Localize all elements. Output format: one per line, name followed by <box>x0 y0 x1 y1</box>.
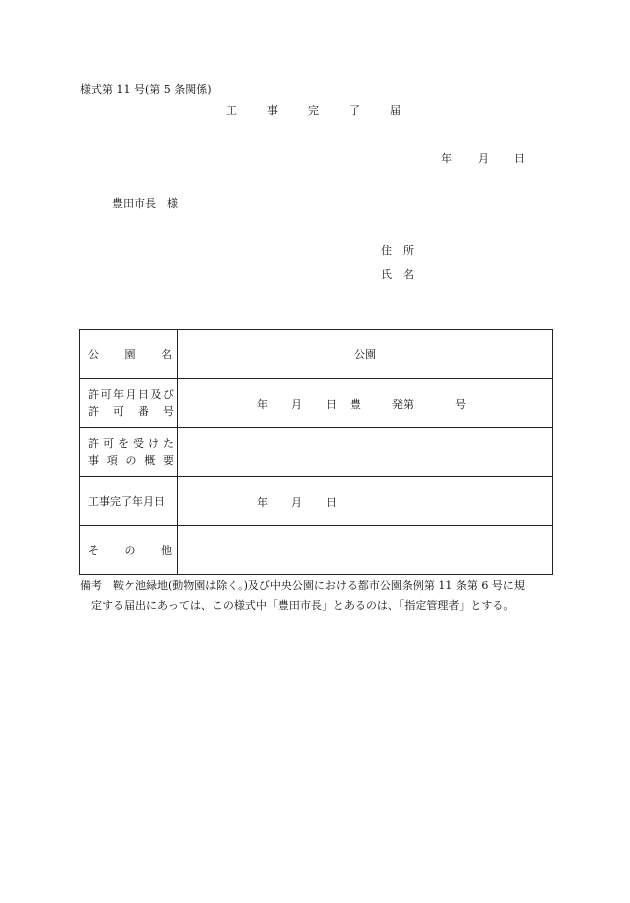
label-char: 許 <box>88 405 99 418</box>
remarks-line-1: 備考 鞍ケ池緑地(動物園は除く。)及び中央公園における都市公園条例第 11 条第 6 号に規 <box>80 579 525 592</box>
completion-day: 日 <box>326 496 337 509</box>
date-month: 月 <box>478 152 489 165</box>
form-number: 様式第 11 号(第 5 条関係) <box>80 83 212 96</box>
permit-label <box>80 379 178 428</box>
label-char: の <box>125 454 137 467</box>
label-char: 可 <box>103 437 114 450</box>
remarks <box>80 576 560 616</box>
application-table <box>79 329 553 575</box>
label-char: 許 <box>88 388 99 401</box>
label-char: 許 <box>88 437 99 450</box>
permit-value[interactable] <box>178 379 553 428</box>
table-row-park-name <box>80 330 553 379</box>
label-char: け <box>148 437 159 450</box>
label-char: び <box>163 388 174 401</box>
table-row-summary <box>80 428 553 477</box>
applicant-address-label: 住 所 <box>381 244 414 257</box>
label-char: を <box>118 437 129 450</box>
completion-year: 年 <box>257 496 268 509</box>
permit-year: 年 <box>257 398 268 411</box>
label-char: 月 <box>125 388 137 401</box>
label-char: 項 <box>106 454 118 467</box>
title-char: 届 <box>390 104 401 117</box>
table-row-permit <box>80 379 553 428</box>
applicant-name-label: 氏 名 <box>381 268 414 281</box>
park-name-label <box>80 330 178 379</box>
label-char: の <box>124 544 136 557</box>
completion-month: 月 <box>291 496 302 509</box>
title-char: 工 <box>226 104 237 117</box>
label-char: 日 <box>138 388 149 401</box>
label-char: 号 <box>163 405 174 418</box>
date-year: 年 <box>441 152 452 165</box>
label-char: 及 <box>150 388 162 401</box>
title-char: 事 <box>267 104 278 117</box>
table-row-completion-date <box>80 477 553 526</box>
park-name-value[interactable]: 公園 <box>178 330 553 379</box>
label-char: 事 <box>88 454 99 467</box>
label-char: 可 <box>113 405 124 418</box>
label-char: 他 <box>161 544 172 557</box>
permit-issuer: 豊 <box>350 398 361 411</box>
label-char: 園 <box>124 348 136 361</box>
title-char: 了 <box>349 104 360 117</box>
completion-date-label: 工事完了年月日 <box>80 477 178 526</box>
label-char: 概 <box>144 454 156 467</box>
permit-number: 号 <box>455 398 466 411</box>
other-label <box>80 526 178 575</box>
summary-value[interactable] <box>178 428 553 477</box>
label-char: 受 <box>133 437 144 450</box>
permit-issued: 発第 <box>392 398 414 411</box>
label-char: た <box>163 437 174 450</box>
label-char: 公 <box>88 348 99 361</box>
other-value[interactable] <box>178 526 553 575</box>
label-char: 名 <box>161 348 172 361</box>
label-char: そ <box>88 544 99 557</box>
summary-label <box>80 428 178 477</box>
title-char: 完 <box>308 104 319 117</box>
addressee: 豊田市長 様 <box>112 197 178 210</box>
table-row-other <box>80 526 553 575</box>
label-char: 可 <box>100 388 112 401</box>
completion-date-value[interactable] <box>178 477 553 526</box>
label-char: 要 <box>163 454 174 467</box>
remarks-line-2: 定する届出にあっては、この様式中「豊田市長」とあるのは、「指定管理者」とする。 <box>91 599 515 612</box>
label-char: 番 <box>138 405 149 418</box>
label-char: 年 <box>113 388 124 401</box>
permit-day: 日 <box>326 398 337 411</box>
permit-month: 月 <box>291 398 302 411</box>
date-day: 日 <box>514 152 525 165</box>
